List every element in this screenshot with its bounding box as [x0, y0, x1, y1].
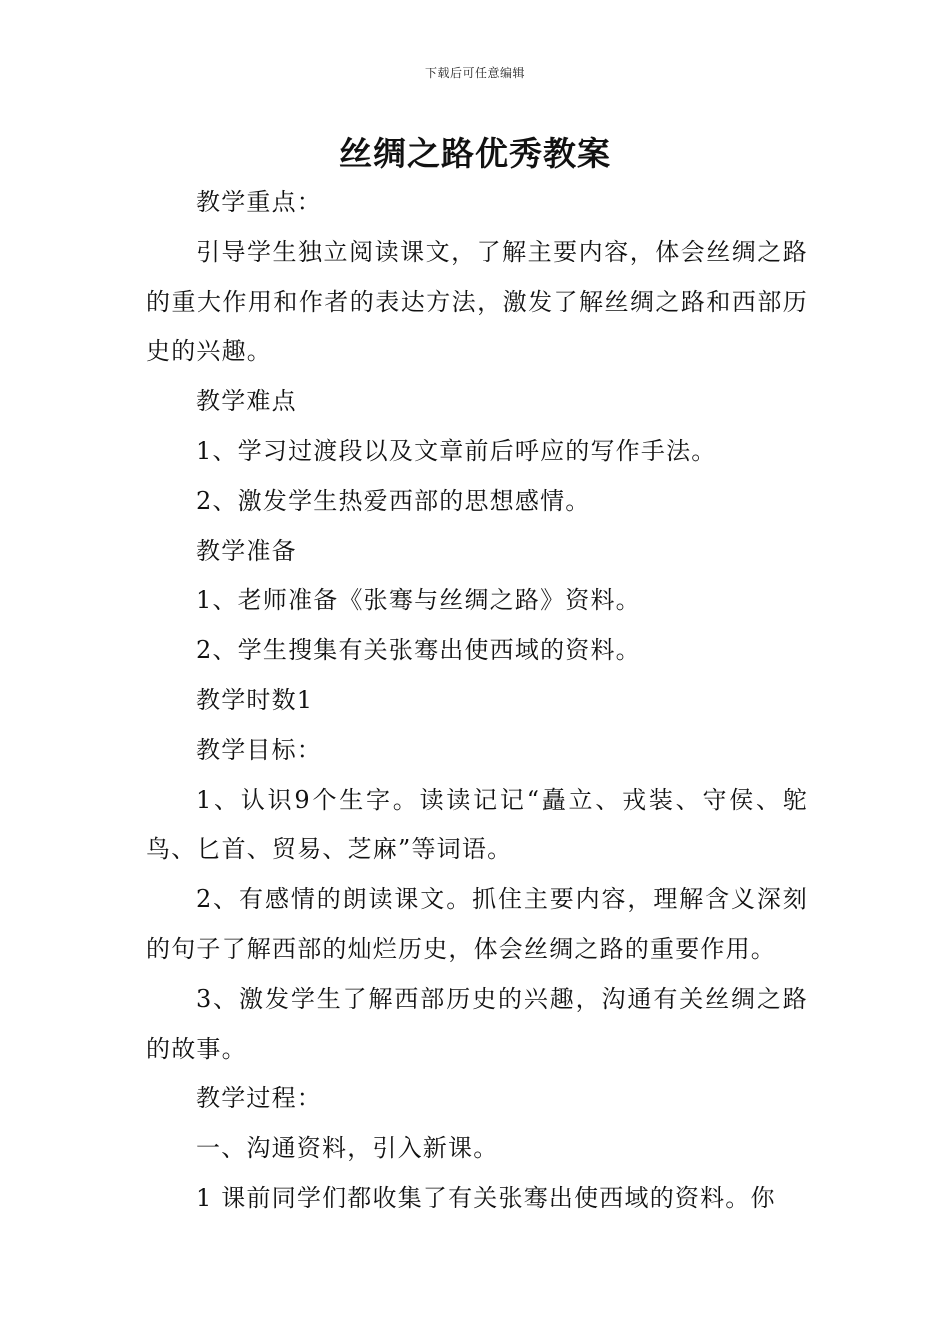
heading-preparation: 教学准备: [196, 536, 297, 565]
section-heading-1: 一、沟通资料，引入新课。: [196, 1134, 499, 1163]
paragraph-step-1: 1 课前同学们都收集了有关张骞出使西域的资料。你: [196, 1183, 776, 1212]
list-item-objective-1: 1、认识9个生字。读读记记“矗立、戎装、守侯、鸵鸟、匕首、贸易、芝麻”等词语。: [146, 785, 808, 864]
document-body: [146, 178, 808, 1224]
heading-process: 教学过程：: [196, 1084, 322, 1113]
list-item-preparation-1: 1、老师准备《张骞与丝绸之路》资料。: [196, 586, 641, 615]
heading-difficulties: 教学难点: [196, 387, 297, 416]
document-title: 丝绸之路优秀教案: [339, 134, 611, 173]
list-item-objective-3: 3、激发学生了解西部历史的兴趣，沟通有关丝绸之路的故事。: [146, 984, 808, 1063]
list-item-objective-2: 2、有感情的朗读课文。抓住主要内容，理解含义深刻的句子了解西部的灿烂历史，体会丝绸之路的重要作用。: [146, 885, 808, 963]
paragraph-key-points: 引导学生独立阅读课文，了解主要内容，体会丝绸之路的重大作用和作者的表达方法，激发了解丝绸之路和西部历史的兴趣。: [146, 237, 808, 366]
list-item-difficulty-1: 1、学习过渡段以及文章前后呼应的写作手法。: [196, 436, 717, 465]
heading-key-points: 教学重点：: [196, 188, 322, 216]
header-note: 下载后可任意编辑: [424, 66, 525, 80]
heading-class-hours: 教学时数1: [196, 685, 314, 714]
list-item-preparation-2: 2、学生搜集有关张骞出使西域的资料。: [196, 636, 641, 665]
list-item-difficulty-2: 2、激发学生热爱西部的思想感情。: [196, 486, 591, 515]
heading-objectives: 教学目标：: [196, 735, 322, 764]
